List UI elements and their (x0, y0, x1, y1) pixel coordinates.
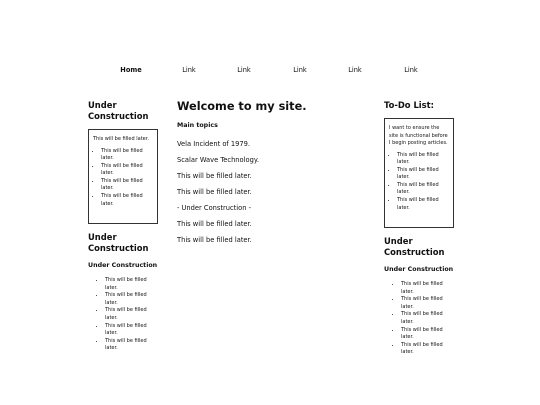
list-item: • This will be filled later. (401, 311, 454, 326)
right-subheading: Under Construction (384, 266, 454, 273)
left-box-text: This will be filled later. (93, 136, 149, 142)
list-item: • This will be filled later. (105, 338, 158, 353)
left-subheading: Under Construction (88, 262, 158, 269)
list-item: • This will be filled later. (101, 148, 153, 163)
main-subtitle: Main topics (177, 122, 218, 129)
nav-link-3[interactable]: Link (293, 66, 307, 74)
right-sidebar (384, 100, 454, 357)
left-sidebar (88, 100, 158, 353)
list-item: • This will be filled later. (401, 327, 454, 342)
paragraph: This will be filled later. (177, 220, 252, 228)
list-item: • This will be filled later. (397, 197, 449, 212)
page-title: Welcome to my site. (177, 100, 307, 113)
paragraph: - Under Construction - (177, 204, 252, 212)
todo-list (389, 152, 449, 213)
list-item: • This will be filled later. (397, 182, 449, 197)
list-item: • This will be filled later. (401, 342, 454, 357)
left-heading: Under Construction (88, 100, 149, 121)
right-heading-2: Under Construction (384, 236, 445, 257)
list-item: • This will be filled later. (101, 178, 153, 193)
paragraph: Scalar Wave Technology. (177, 156, 259, 164)
paragraph: This will be filled later. (177, 236, 252, 244)
list-item: • This will be filled later. (101, 193, 153, 208)
list-item: • This will be filled later. (401, 281, 454, 296)
right-list (384, 281, 454, 357)
left-heading-2: Under Construction (88, 232, 149, 253)
list-item: • This will be filled later. (397, 167, 449, 182)
list-item: • This will be filled later. (105, 277, 158, 292)
list-item: • This will be filled later. (397, 152, 449, 167)
paragraph: This will be filled later. (177, 172, 252, 180)
list-item: • This will be filled later. (105, 307, 158, 322)
left-list (88, 277, 158, 353)
left-box-list (93, 148, 153, 209)
nav-link-2[interactable]: Link (237, 66, 251, 74)
paragraph: This will be filled later. (177, 188, 252, 196)
main-content (177, 100, 367, 244)
nav-link-4[interactable]: Link (348, 66, 362, 74)
list-item: • This will be filled later. (401, 296, 454, 311)
list-item: • This will be filled later. (101, 163, 153, 178)
top-nav (0, 66, 540, 80)
todo-heading: To-Do List: (384, 100, 434, 110)
nav-home-link[interactable]: Home (120, 66, 142, 74)
paragraph: Vela Incident of 1979. (177, 140, 251, 148)
todo-text: I want to ensure the site is functional before I begin posting articles. (389, 125, 448, 146)
nav-link-5[interactable]: Link (404, 66, 418, 74)
list-item: • This will be filled later. (105, 292, 158, 307)
list-item: • This will be filled later. (105, 323, 158, 338)
left-info-box (88, 129, 158, 224)
todo-box (384, 118, 454, 228)
nav-link-1[interactable]: Link (182, 66, 196, 74)
